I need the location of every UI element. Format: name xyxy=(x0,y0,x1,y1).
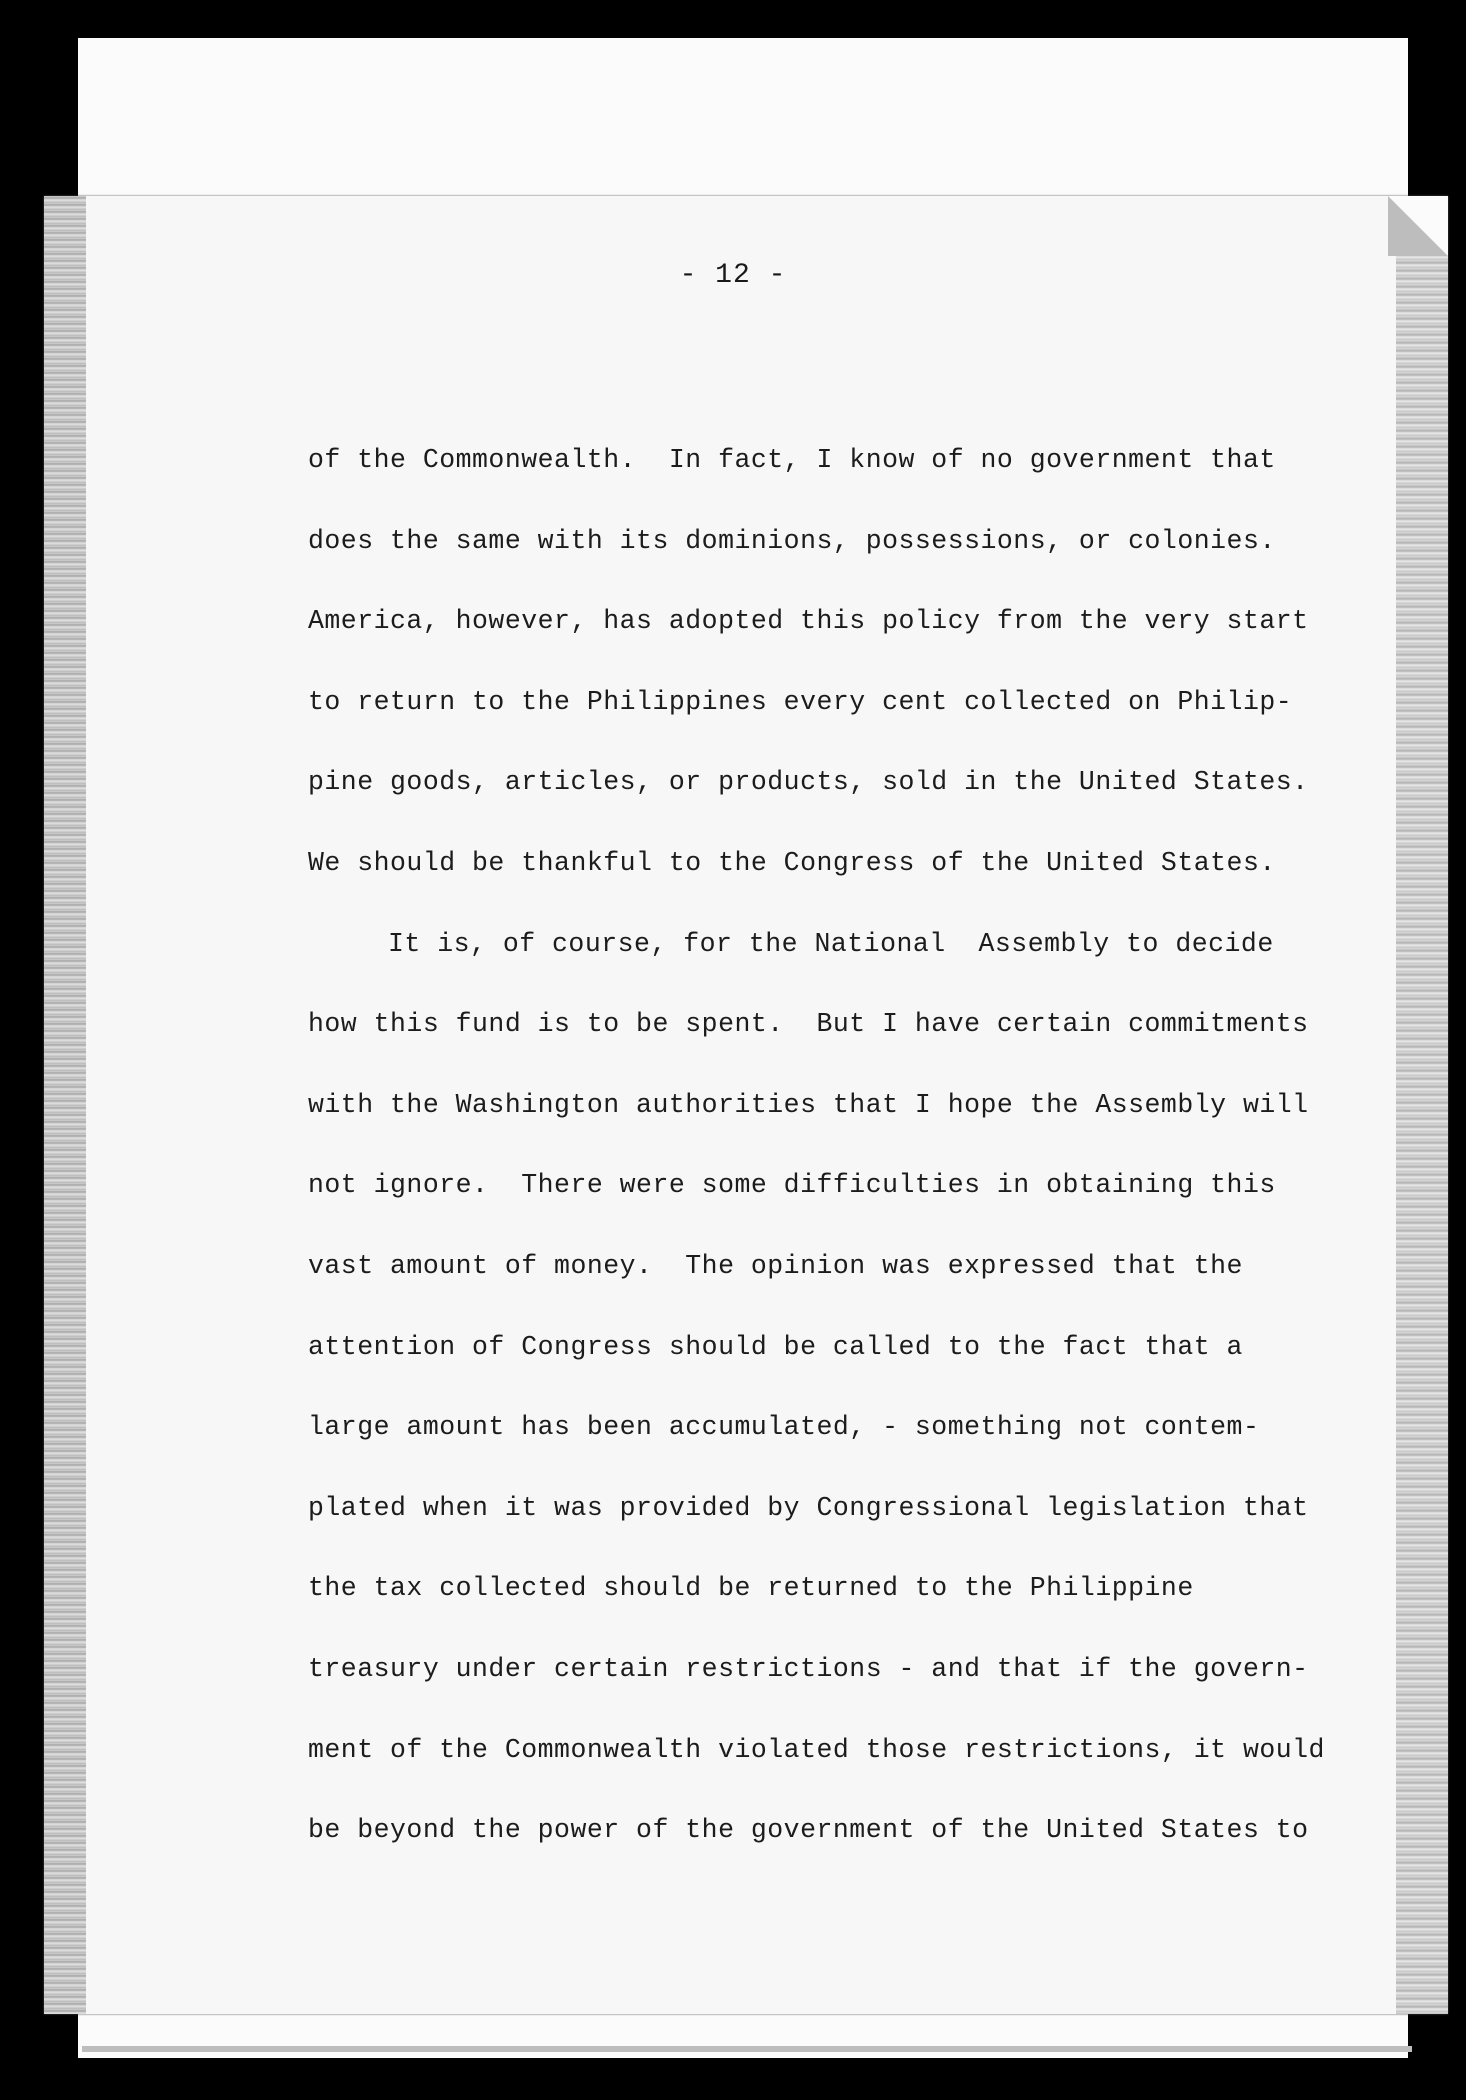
page-number: - 12 - xyxy=(679,260,787,291)
text-line: large amount has been accumulated, - something not contem- xyxy=(308,1412,1260,1443)
text-line: attention of Congress should be called to the fact that a xyxy=(308,1331,1243,1362)
right-page-edge xyxy=(1396,236,1448,2014)
text-line: vast amount of money. The opinion was expressed that the xyxy=(308,1250,1243,1281)
text-line: pine goods, articles, or products, sold in the United States. xyxy=(308,767,1309,798)
text-line: how this fund is to be spent. But I have certain commitments xyxy=(308,1009,1309,1040)
text-line: We should be thankful to the Congress of the United States. xyxy=(308,847,1276,878)
text-line: does the same with its dominions, possessions, or colonies. xyxy=(308,525,1276,556)
body-text xyxy=(308,445,1368,1896)
page-bottom-edge xyxy=(82,2046,1412,2052)
text-line: treasury under certain restrictions - and that if the govern- xyxy=(308,1653,1309,1684)
text-line: with the Washington authorities that I hope the Assembly will xyxy=(308,1089,1309,1120)
text-line: of the Commonwealth. In fact, I know of no government that xyxy=(308,445,1276,475)
text-line: be beyond the power of the government of the United States to xyxy=(308,1815,1309,1846)
text-line: not ignore. There were some difficulties in obtaining this xyxy=(308,1170,1276,1201)
text-line: the tax collected should be returned to the Philippine xyxy=(308,1573,1194,1604)
text-line: to return to the Philippines every cent collected on Philip- xyxy=(308,686,1293,717)
text-line: America, however, has adopted this policy from the very start xyxy=(308,606,1309,637)
text-line: ment of the Commonwealth violated those restrictions, it would xyxy=(308,1734,1325,1765)
paragraph-start-line: It is, of course, for the National Assembly to decide xyxy=(388,928,1274,959)
folded-corner xyxy=(1388,196,1448,256)
text-line: plated when it was provided by Congressional legislation that xyxy=(308,1492,1309,1523)
left-page-edge xyxy=(44,196,86,2014)
